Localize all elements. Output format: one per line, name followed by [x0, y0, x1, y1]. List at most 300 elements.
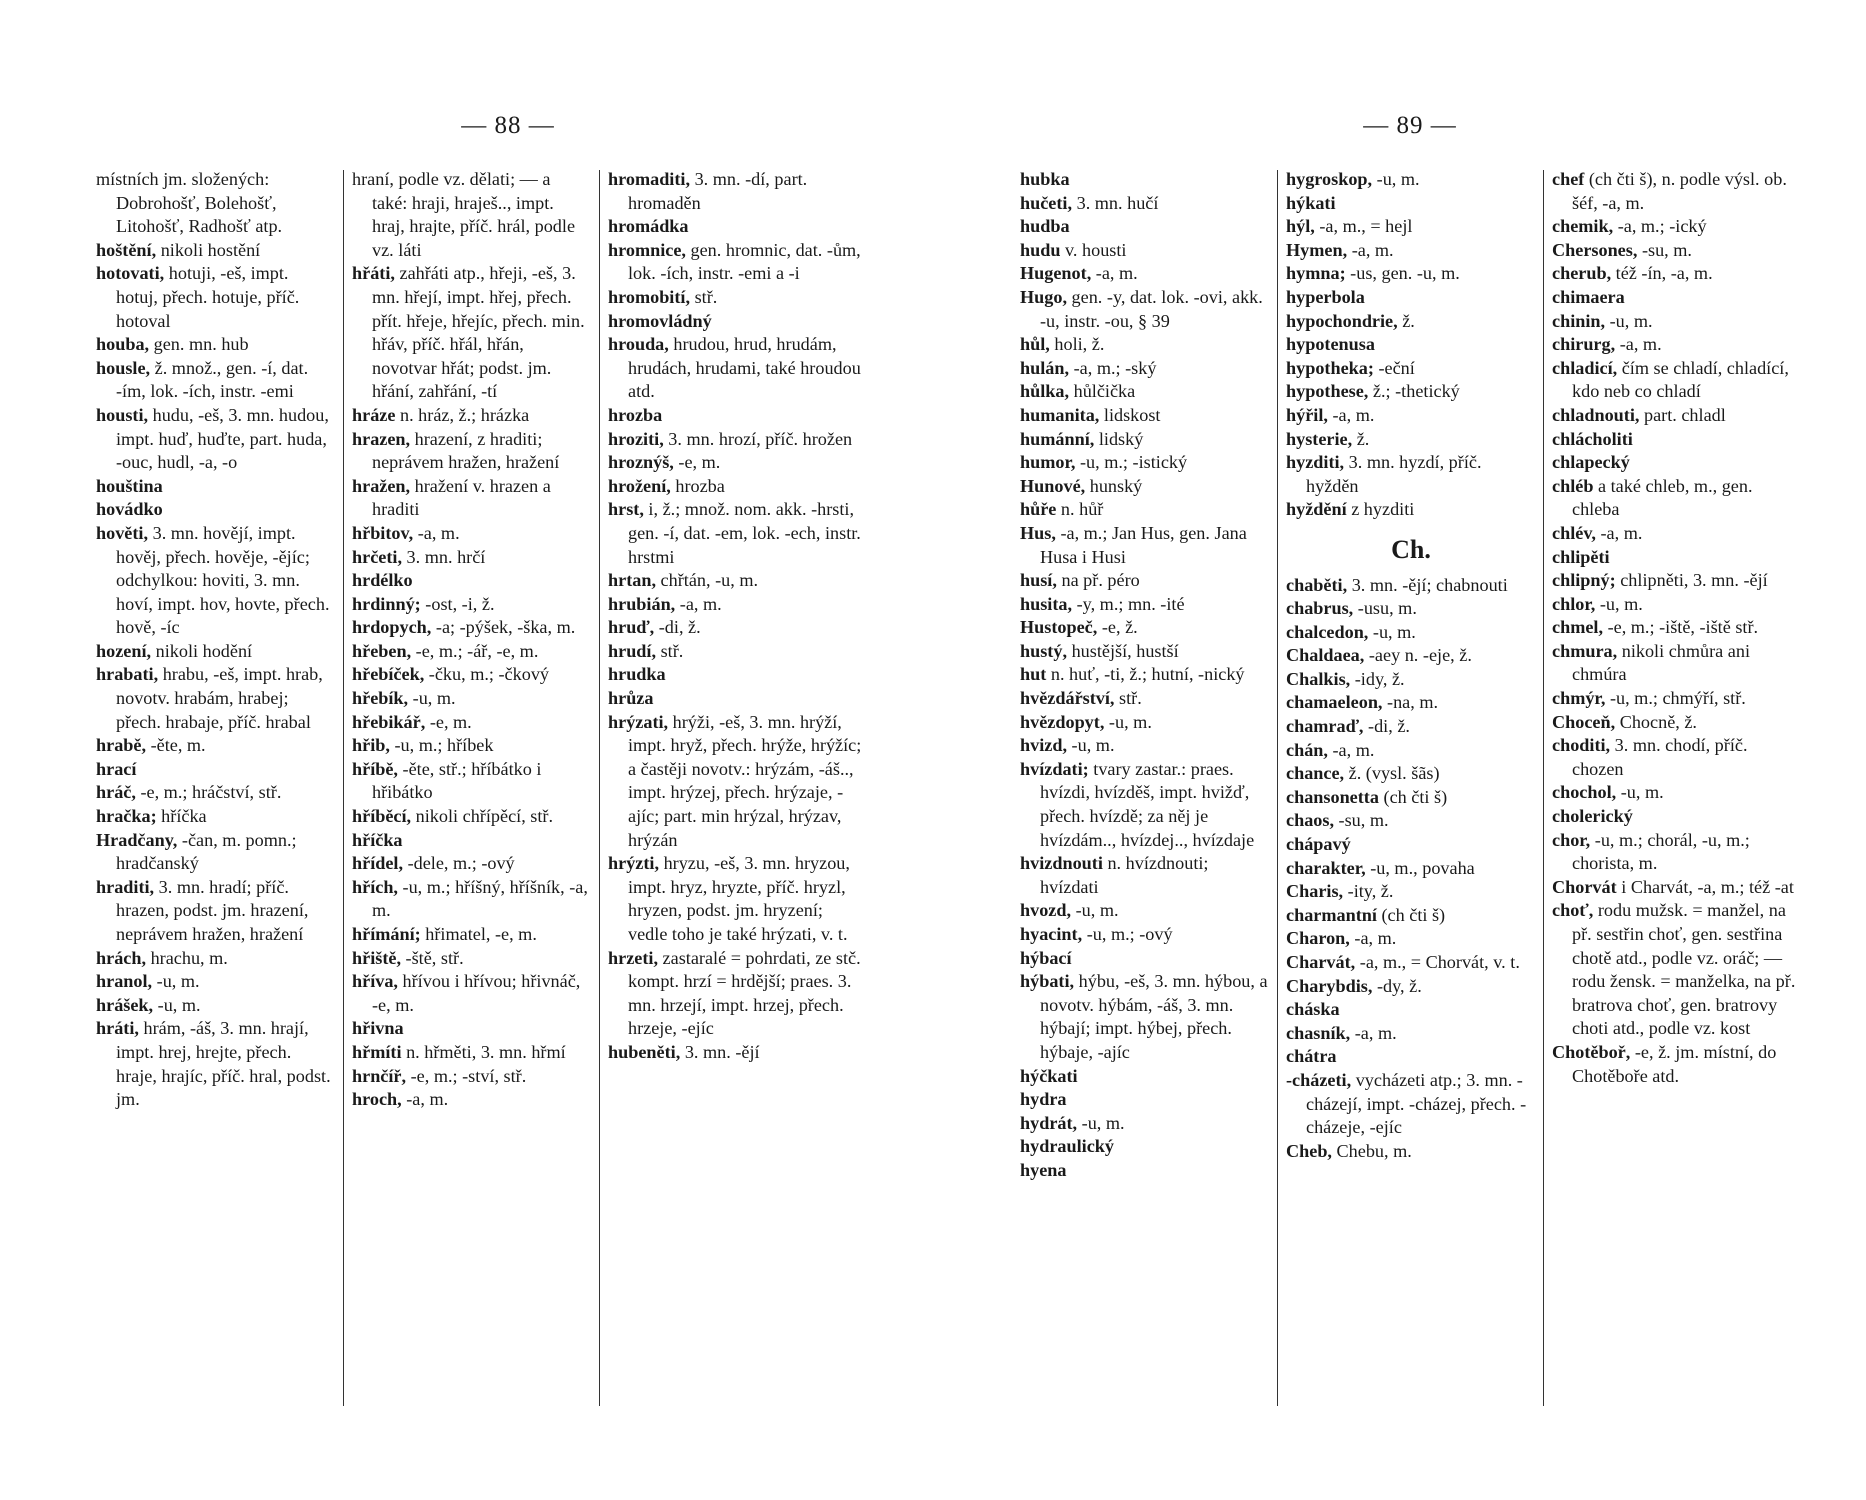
entry-definition: -u, m.	[1077, 1112, 1125, 1133]
dictionary-entry	[352, 569, 588, 593]
entry-definition: hůlčička	[1069, 381, 1136, 402]
entry-definition: -u, m.	[153, 994, 201, 1015]
entry-headword: hřbitov,	[352, 522, 414, 543]
right-page	[1020, 0, 1800, 1500]
entry-definition: -e, m.; -ář, -e, m.	[411, 640, 539, 661]
dictionary-entry	[1286, 975, 1536, 999]
entry-headword: chochol,	[1552, 782, 1617, 803]
dictionary-entry	[1020, 616, 1270, 640]
entry-definition: ž. (vysl. šãs)	[1344, 763, 1440, 784]
entry-definition: -a, m.; -ský	[1069, 357, 1157, 378]
entry-definition: hříčka	[156, 806, 207, 827]
dictionary-entry	[1286, 597, 1536, 621]
entry-headword: hrnčíř,	[352, 1065, 407, 1086]
entry-headword: chabrus,	[1286, 598, 1354, 619]
entry-headword: hvízdati;	[1020, 758, 1089, 779]
entry-headword: chlácholiti	[1552, 428, 1633, 449]
entry-definition: i, ž.; množ. nom. akk. -hrsti, gen. -í, dat. -em, lok. -ech, instr. hrstmi	[628, 499, 861, 567]
dictionary-entry	[96, 663, 332, 734]
entry-headword: hypochondrie,	[1286, 310, 1398, 331]
entry-definition: -u, m.	[1616, 782, 1664, 803]
entry-headword: houština	[96, 475, 163, 496]
entry-definition: hýbu, -eš, 3. mn. hýbou, a novotv. hýbám, -áš, 3. mn. hýbají; impt. hýbej, přech. hýbaje, -ajíc	[1040, 971, 1268, 1062]
dictionary-entry	[352, 734, 588, 758]
dictionary-entry	[96, 357, 332, 404]
entry-headword: hymna;	[1286, 263, 1346, 284]
dictionary-entry	[1020, 734, 1270, 758]
entry-definition: a také chleb, m., gen. chleba	[1572, 475, 1753, 520]
entry-definition: hražení v. hrazen a hraditi	[372, 475, 551, 520]
entry-headword: hygroskop,	[1286, 169, 1373, 189]
entry-headword: hydra	[1020, 1089, 1067, 1110]
entry-headword: hydraulický	[1020, 1136, 1114, 1157]
entry-headword: hrudí,	[608, 640, 657, 661]
dictionary-entry	[1286, 621, 1536, 645]
entry-headword: hýčkati	[1020, 1065, 1078, 1086]
entry-definition: n. hřměti, 3. mn. hřmí	[401, 1041, 566, 1062]
entry-definition: ž. množ., gen. -í, dat. -ím, lok. -ích, instr. -emi	[116, 357, 309, 402]
entry-definition: -dele, m.; -ový	[403, 853, 515, 874]
dictionary-entry	[1020, 192, 1270, 216]
dictionary-entry	[1286, 998, 1536, 1022]
entry-headword: hraditi,	[96, 876, 155, 897]
dictionary-entry	[608, 168, 864, 215]
entry-headword: hyždění	[1286, 499, 1347, 520]
dictionary-entry	[96, 781, 332, 805]
dictionary-entry	[608, 852, 864, 946]
entry-definition: rodu mužsk. = manžel, na př. sestřin choť, gen. sestřina chotě atd., podle vz. oráč; — rodu žensk. = manželka, na př. bratrova choť, gen. bratrovy choti atd., podle vz. kost	[1572, 900, 1796, 1039]
entry-headword: chmýr,	[1552, 688, 1606, 709]
entry-definition: -idy, ž.	[1350, 668, 1405, 689]
entry-definition: -a, m.	[401, 1089, 449, 1110]
entry-headword: choditi,	[1552, 735, 1611, 756]
dictionary-entry	[1286, 192, 1536, 216]
entry-definition: nikoli hostění	[156, 239, 261, 260]
entry-definition: -u, m.; hříšný, hříšník, -a, m.	[372, 876, 588, 921]
right-column-2	[1286, 168, 1536, 1410]
dictionary-entry	[1286, 809, 1536, 833]
dictionary-entry	[1552, 781, 1800, 805]
dictionary-entry	[1020, 475, 1270, 499]
dictionary-entry	[96, 475, 332, 499]
entry-headword: hotovati,	[96, 263, 165, 284]
entry-headword: housti,	[96, 404, 149, 425]
entry-definition: -u, m., povaha	[1365, 857, 1475, 878]
dictionary-entry	[1020, 899, 1270, 923]
entry-headword: chance,	[1286, 763, 1345, 784]
entry-headword: hromovládný	[608, 310, 712, 331]
entry-definition: -u, m.; chmýří, stř.	[1605, 688, 1746, 709]
dictionary-entry	[1020, 451, 1270, 475]
entry-definition: vycházeti atp.; 3. mn. -cházejí, impt. -cházej, přech. -cházeje, -ejíc	[1306, 1069, 1527, 1138]
entry-definition: -u, m.	[1372, 169, 1420, 189]
entry-definition: ž.; -thetický	[1368, 381, 1460, 402]
dictionary-entry	[1020, 970, 1270, 1064]
dictionary-entry	[1286, 1045, 1536, 1069]
entry-definition: hraní, podle vz. dělati; — a také: hraji, hraješ.., impt. hraj, hrajte, příč. hrál, podle vz. láti	[352, 169, 576, 260]
dictionary-entry	[1552, 876, 1800, 900]
dictionary-entry	[1286, 239, 1536, 263]
dictionary-entry	[96, 1017, 332, 1111]
dictionary-entry	[96, 168, 332, 239]
dictionary-entry	[1286, 1022, 1536, 1046]
dictionary-entry	[352, 758, 588, 805]
dictionary-entry	[1552, 829, 1800, 876]
dictionary-entry	[1020, 1135, 1270, 1159]
entry-headword: chinin,	[1552, 310, 1606, 331]
dictionary-entry	[96, 876, 332, 947]
entry-headword: hráč,	[96, 782, 136, 803]
entry-headword: hruď,	[608, 617, 655, 638]
dictionary-entry	[1286, 715, 1536, 739]
entry-headword: Chorvát	[1552, 876, 1617, 897]
dictionary-entry	[608, 333, 864, 404]
entry-headword: hřeben,	[352, 640, 412, 661]
entry-definition: -e, m.; -iště, -iště stř.	[1603, 617, 1759, 638]
dictionary-entry	[352, 475, 588, 522]
entry-definition: -a, m.	[1595, 522, 1643, 543]
dictionary-entry	[1286, 404, 1536, 428]
entry-headword: Choceň,	[1552, 711, 1616, 732]
entry-definition: -ity, ž.	[1343, 881, 1394, 902]
entry-headword: hříčka	[352, 829, 403, 850]
dictionary-entry	[1286, 739, 1536, 763]
entry-headword: hůře	[1020, 499, 1057, 520]
entry-definition: (ch čti š), n. podle výsl. ob. šéf, -a, m.	[1572, 169, 1787, 213]
entry-definition: -e, ž.	[1097, 617, 1138, 638]
entry-definition: hrozba	[670, 475, 725, 496]
entry-headword: hrudka	[608, 664, 666, 685]
entry-headword: hřídel,	[352, 853, 404, 874]
entry-headword: chátra	[1286, 1046, 1337, 1067]
column-rule	[343, 170, 344, 1406]
dictionary-entry	[1286, 927, 1536, 951]
dictionary-entry	[1286, 880, 1536, 904]
left-column-2	[352, 168, 588, 1410]
entry-definition: hustější, hustší	[1067, 640, 1179, 661]
entry-definition: hryzu, -eš, 3. mn. hryzou, impt. hryz, hryzte, příč. hryzl, hryzen, podst. jm. hryzení; vedle toho je také hrýzati, v. t.	[628, 853, 850, 944]
entry-definition: -e, m.; -ství, stř.	[406, 1065, 527, 1086]
entry-definition: gen. mn. hub	[149, 334, 249, 355]
entry-definition: lidský	[1094, 428, 1144, 449]
entry-headword: husí,	[1020, 570, 1057, 591]
dictionary-entry	[352, 404, 588, 428]
dictionary-entry	[96, 805, 332, 829]
entry-definition: -ěte, stř.; hříbátko i hřibátko	[372, 758, 542, 803]
dictionary-entry	[1552, 215, 1800, 239]
entry-definition: hrýži, -eš, 3. mn. hrýží, impt. hryž, přech. hrýže, hrýžíc; a častěji novotv.: hrýzám, -áš.., impt. hrýzej, přech. hrýzaje, -ajíc; part. min hrýzal, hrýzav, hrýzán	[628, 711, 862, 850]
entry-headword: hýbací	[1020, 947, 1072, 968]
entry-headword: chalcedon,	[1286, 621, 1369, 642]
dictionary-entry	[1286, 428, 1536, 452]
entry-headword: Chaldaea,	[1286, 645, 1365, 666]
dictionary-entry	[352, 711, 588, 735]
entry-headword: Charvát,	[1286, 952, 1356, 972]
entry-headword: hrdinný;	[352, 593, 421, 614]
entry-headword: hoštění,	[96, 239, 157, 260]
entry-headword: hvězdářství,	[1020, 688, 1115, 709]
entry-headword: hučeti,	[1020, 192, 1073, 213]
dictionary-entry	[1552, 357, 1800, 404]
dictionary-entry	[1552, 546, 1800, 570]
entry-definition: 3. mn. -ějí	[680, 1041, 760, 1062]
dictionary-entry	[96, 640, 332, 664]
entry-definition: -u, m.; -istický	[1075, 452, 1188, 473]
entry-headword: Chotěboř,	[1552, 1041, 1631, 1062]
entry-headword: hranol,	[96, 971, 153, 992]
entry-headword: hřebikář,	[352, 711, 426, 732]
entry-definition: 3. mn. hovějí, impt. hověj, přech. hověje, -ějíc; odchylkou: hoviti, 3. mn. hoví, impt. hov, hovte, přech. hově, -íc	[116, 522, 330, 638]
entry-headword: hrůza	[608, 688, 654, 709]
dictionary-entry	[1020, 498, 1270, 522]
entry-definition: též -ín, -a, m.	[1611, 263, 1713, 284]
dictionary-entry	[1286, 951, 1536, 975]
entry-definition: -a, m.	[1350, 1022, 1397, 1043]
entry-headword: chlipěti	[1552, 546, 1610, 567]
entry-headword: hrožení,	[608, 475, 671, 496]
dictionary-entry	[1552, 805, 1800, 829]
dictionary-entry	[1552, 616, 1800, 640]
dictionary-entry	[1020, 215, 1270, 239]
dictionary-entry	[352, 428, 588, 475]
entry-headword: humor,	[1020, 452, 1076, 473]
entry-headword: Hus,	[1020, 522, 1056, 543]
dictionary-entry	[352, 522, 588, 546]
page-number-left: — 88 —	[461, 112, 555, 139]
entry-definition: -čan, m. pomn.; hradčanský	[116, 829, 297, 874]
dictionary-entry	[96, 734, 332, 758]
entry-definition: -di, ž.	[654, 617, 701, 638]
entry-headword: chirurg,	[1552, 334, 1616, 355]
entry-headword: chemik,	[1552, 216, 1614, 237]
entry-headword: hysterie,	[1286, 428, 1353, 449]
dictionary-entry	[608, 616, 864, 640]
dictionary-entry	[352, 852, 588, 876]
dictionary-entry	[608, 687, 864, 711]
entry-definition: -u, m.	[1605, 310, 1653, 331]
entry-definition: -aey n. -eje, ž.	[1364, 645, 1472, 666]
entry-headword: hráze	[352, 404, 396, 425]
dictionary-entry	[1020, 404, 1270, 428]
entry-definition: -ště, stř.	[401, 947, 464, 968]
entry-headword: hustý,	[1020, 640, 1068, 661]
dictionary-entry	[608, 404, 864, 428]
entry-headword: Chalkis,	[1286, 668, 1351, 689]
entry-headword: hypotheka;	[1286, 357, 1374, 378]
left-column-1	[96, 168, 332, 1410]
dictionary-entry	[352, 546, 588, 570]
entry-headword: chléb	[1552, 475, 1594, 496]
entry-headword: hrčeti,	[352, 546, 402, 567]
entry-headword: hrouda,	[608, 334, 669, 355]
dictionary-entry	[1286, 857, 1536, 881]
entry-definition: nikoli hodění	[151, 640, 253, 661]
entry-definition: n. hůř	[1056, 499, 1104, 520]
entry-definition: -u, m.	[1595, 593, 1643, 614]
dictionary-entry	[608, 428, 864, 452]
entry-definition: -a, m.; Jan Hus, gen. Jana Husa i Husi	[1040, 522, 1247, 567]
dictionary-entry	[1552, 262, 1800, 286]
dictionary-entry	[1552, 333, 1800, 357]
entry-headword: hověti,	[96, 522, 149, 543]
dictionary-entry	[608, 498, 864, 569]
entry-headword: hřímání;	[352, 924, 421, 944]
entry-definition: na př. péro	[1056, 570, 1140, 591]
entry-headword: chlipný;	[1552, 570, 1616, 591]
entry-headword: hrazen,	[352, 428, 411, 449]
dictionary-entry	[352, 663, 588, 687]
entry-definition: hřívou i hřívou; hřivnáč, -e, m.	[372, 971, 581, 1015]
dictionary-entry	[1020, 687, 1270, 711]
entry-headword: Hradčany,	[96, 829, 178, 850]
dictionary-entry	[1286, 668, 1536, 692]
entry-definition: v. housti	[1060, 239, 1127, 260]
entry-headword: hůlka,	[1020, 381, 1070, 402]
entry-headword: hyperbola	[1286, 286, 1365, 307]
entry-definition: lidskost	[1099, 404, 1161, 425]
dictionary-entry	[96, 758, 332, 782]
entry-definition: nikoli chmůra ani chmúra	[1572, 640, 1751, 685]
entry-headword: hýl,	[1286, 216, 1315, 237]
dictionary-entry	[96, 239, 332, 263]
entry-definition: Chocně, ž.	[1615, 711, 1697, 732]
entry-definition: -us, gen. -u, m.	[1345, 263, 1460, 284]
entry-definition: Chebu, m.	[1331, 1140, 1412, 1161]
entry-definition: -e, ž. jm. místní, do Chotěboře atd.	[1572, 1041, 1777, 1086]
entry-definition: -eční	[1373, 357, 1415, 378]
entry-headword: Hunové,	[1020, 475, 1086, 496]
entry-headword: hvizdnouti	[1020, 853, 1103, 874]
dictionary-entry	[608, 215, 864, 239]
dictionary-entry	[1552, 569, 1800, 593]
entry-headword: hřib,	[352, 735, 390, 756]
dictionary-entry	[96, 404, 332, 475]
dictionary-entry	[96, 522, 332, 640]
entry-definition: n. hvízdnouti; hvízdati	[1040, 853, 1209, 897]
entry-definition: z hyzditi	[1346, 499, 1415, 520]
entry-headword: hvězdopyt,	[1020, 711, 1105, 732]
dictionary-entry	[1286, 380, 1536, 404]
dictionary-entry	[608, 593, 864, 617]
dictionary-entry	[352, 262, 588, 404]
entry-definition: -e, m.	[425, 711, 472, 732]
entry-headword: humanita,	[1020, 404, 1100, 425]
entry-headword: chor,	[1552, 829, 1591, 850]
dictionary-entry	[608, 640, 864, 664]
dictionary-entry	[1552, 687, 1800, 711]
dictionary-entry	[96, 262, 332, 333]
dictionary-entry	[1286, 1140, 1536, 1164]
entry-definition: -čku, m.; -čkový	[424, 664, 550, 685]
entry-definition: -a, m.	[1091, 263, 1138, 284]
entry-definition: -u, m.	[1071, 900, 1119, 921]
dictionary-entry	[1286, 1069, 1536, 1140]
dictionary-entry	[1286, 451, 1536, 498]
dictionary-entry	[1286, 691, 1536, 715]
dictionary-entry	[1020, 239, 1270, 263]
column-rule	[599, 170, 600, 1406]
entry-headword: hudu	[1020, 239, 1061, 260]
entry-headword: hození,	[96, 640, 152, 661]
entry-headword: hrtan,	[608, 570, 656, 591]
dictionary-entry	[608, 569, 864, 593]
dictionary-entry	[1552, 286, 1800, 310]
dictionary-entry	[1020, 262, 1270, 286]
dictionary-entry	[1020, 923, 1270, 947]
dictionary-entry	[1552, 522, 1800, 546]
entry-definition: -a, m.	[1347, 239, 1394, 260]
entry-definition: hrazení, z hraditi; neprávem hražen, hražení	[372, 428, 560, 473]
dictionary-entry	[352, 616, 588, 640]
dictionary-entry	[1552, 593, 1800, 617]
dictionary-entry	[352, 1041, 588, 1065]
entry-definition: -u, m.	[1104, 711, 1152, 732]
dictionary-entry	[1020, 333, 1270, 357]
dictionary-entry	[1286, 904, 1536, 928]
dictionary-entry	[1020, 522, 1270, 569]
entry-headword: hydrát,	[1020, 1112, 1078, 1133]
dictionary-entry	[1020, 1112, 1270, 1136]
dictionary-entry	[1020, 1088, 1270, 1112]
entry-headword: hříva,	[352, 971, 398, 992]
dictionary-entry	[352, 1065, 588, 1089]
entry-headword: chladicí,	[1552, 357, 1618, 378]
dictionary-entry	[1286, 310, 1536, 334]
entry-headword: Hugenot,	[1020, 263, 1092, 284]
entry-definition: -u, m.; hříbek	[389, 735, 494, 756]
dictionary-entry	[96, 829, 332, 876]
section-heading: Ch.	[1391, 534, 1431, 564]
dictionary-entry	[352, 947, 588, 971]
entry-definition: i Charvát, -a, m.; též -at	[1616, 876, 1794, 897]
dictionary-entry	[96, 994, 332, 1018]
dictionary-entry	[1552, 428, 1800, 452]
entry-headword: chlév,	[1552, 522, 1596, 543]
entry-headword: hražen,	[352, 475, 411, 496]
entry-definition: n. hráz, ž.; hrázka	[395, 404, 530, 425]
entry-definition: 3. mn. hučí	[1072, 192, 1159, 213]
entry-headword: hrací	[96, 758, 137, 779]
dictionary-entry	[352, 640, 588, 664]
entry-definition: -a, m., = hejl	[1314, 216, 1413, 237]
entry-definition: -dy, ž.	[1372, 975, 1422, 996]
entry-definition: -u, m.	[1368, 621, 1416, 642]
dictionary-entry	[608, 475, 864, 499]
entry-definition: hotuji, -eš, impt. hotuj, přech. hotuje, příč. hotoval	[116, 263, 300, 331]
right-column-1	[1020, 168, 1270, 1410]
entry-headword: chaběti,	[1286, 574, 1348, 595]
entry-headword: hypothese,	[1286, 381, 1369, 402]
dictionary-entry	[352, 876, 588, 923]
dictionary-entry	[352, 970, 588, 1017]
entry-definition: zahřáti atp., hřeji, -eš, 3. mn. hřejí, impt. hřej, přech. přít. hřeje, hřejíc, přech. min. hřáv, příč. hřál, hřán, novotvar hřát; podst. jm. hřání, zahřání, -tí	[372, 263, 585, 402]
entry-headword: hrýzati,	[608, 711, 669, 732]
entry-definition: hunský	[1085, 475, 1143, 496]
dictionary-entry	[352, 805, 588, 829]
dictionary-entry	[1552, 451, 1800, 475]
entry-headword: hudba	[1020, 216, 1070, 237]
right-column-3	[1552, 168, 1800, 1410]
entry-headword: houba,	[96, 334, 150, 355]
entry-headword: hřebíček,	[352, 664, 425, 685]
dictionary-entry	[608, 711, 864, 853]
dictionary-entry	[96, 333, 332, 357]
entry-headword: hromobití,	[608, 286, 691, 307]
entry-headword: Cheb,	[1286, 1140, 1332, 1161]
entry-headword: chansonetta	[1286, 786, 1379, 807]
dictionary-entry	[1020, 1159, 1270, 1183]
dictionary-entry	[608, 451, 864, 475]
